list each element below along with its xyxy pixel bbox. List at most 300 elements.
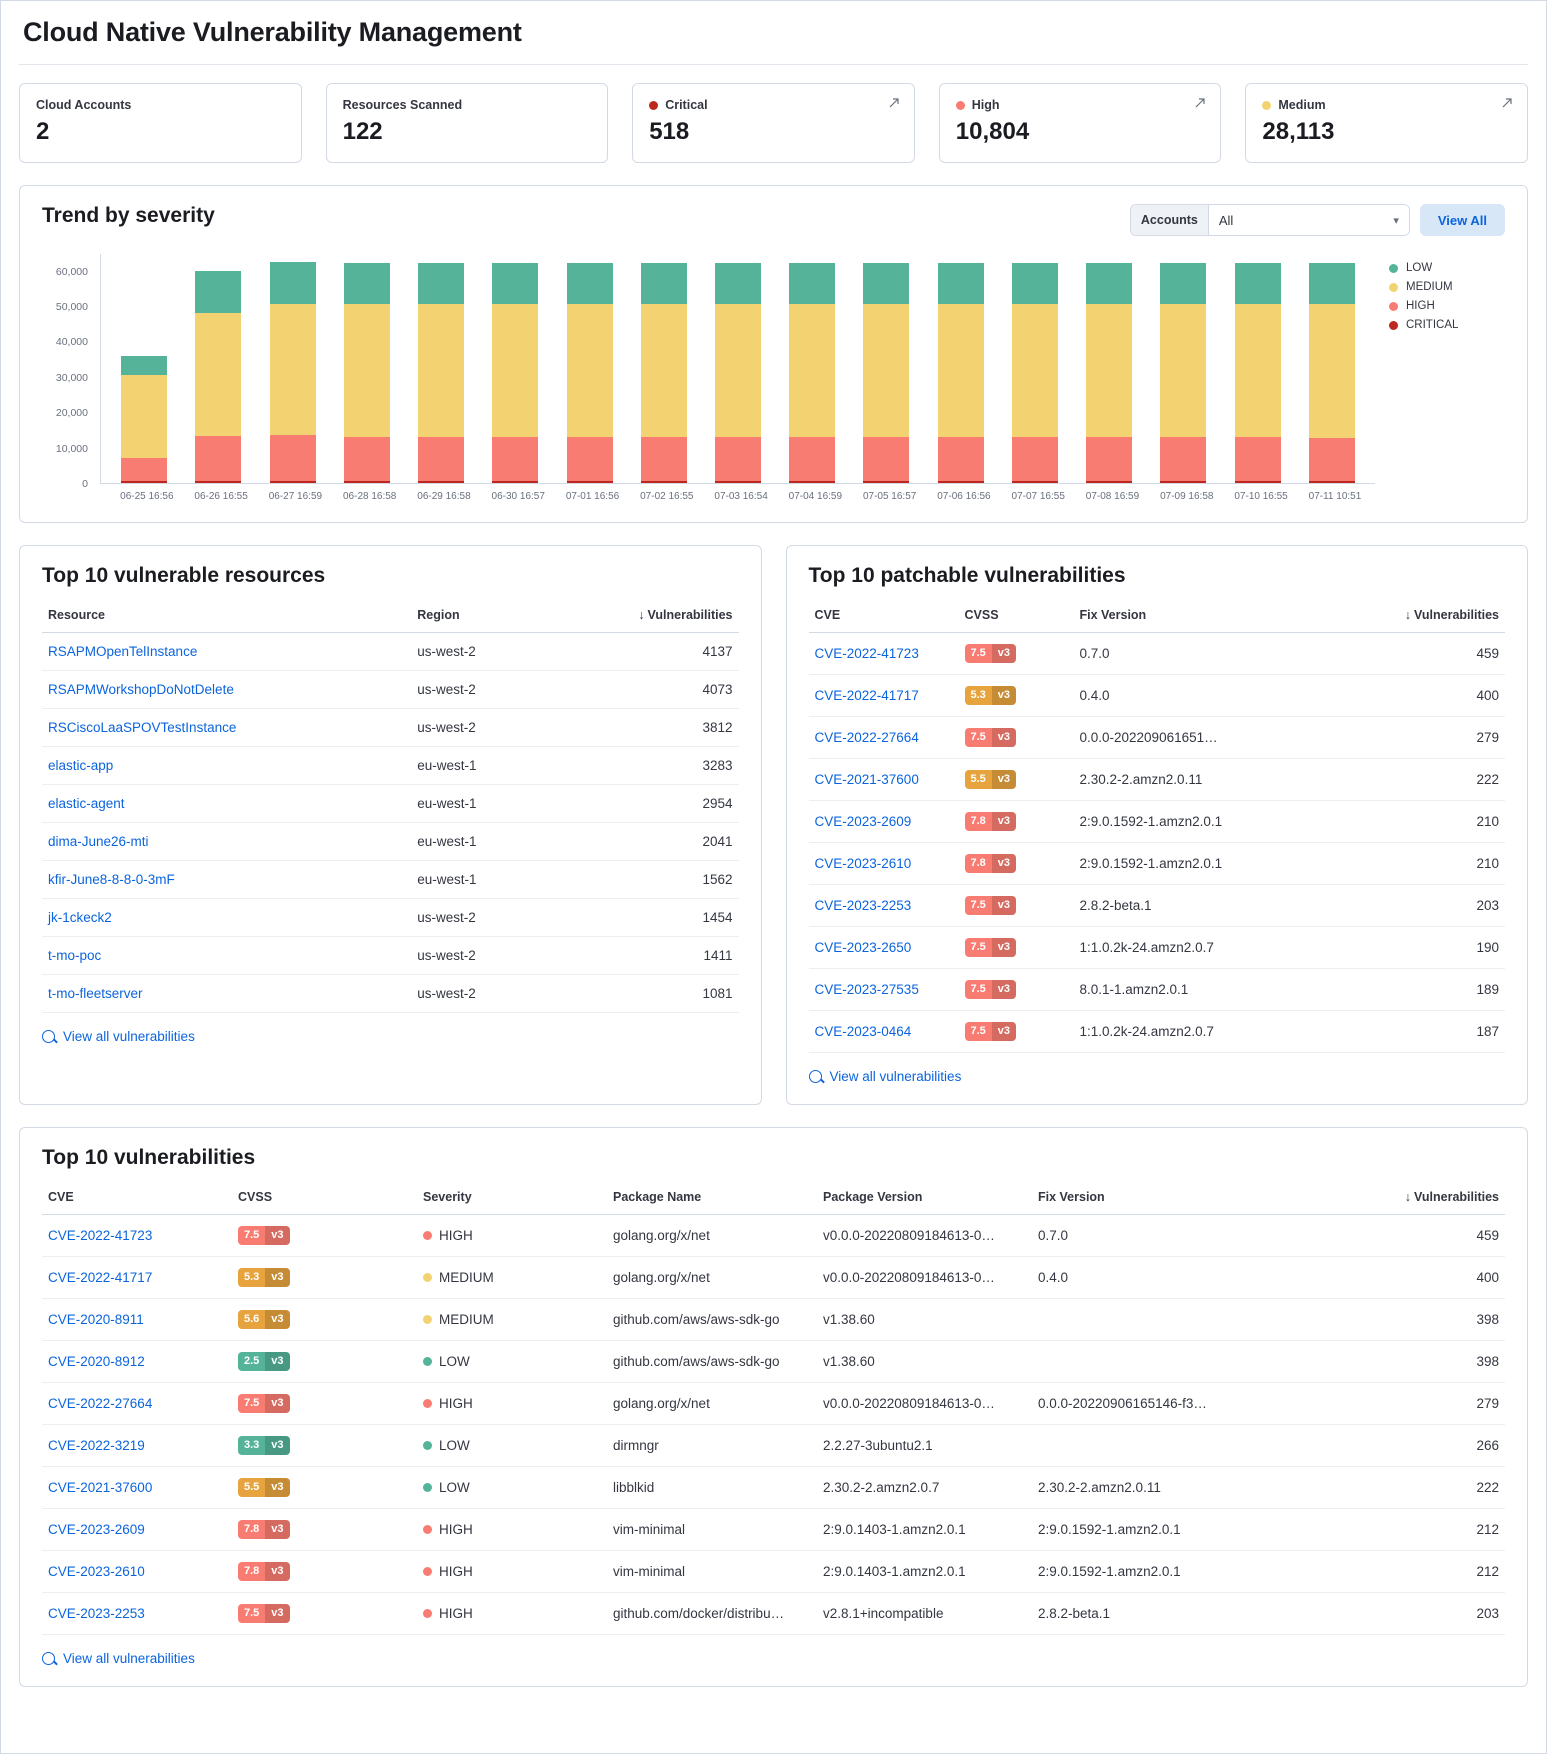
cve-link[interactable]: CVE-2023-2609: [48, 1522, 145, 1537]
severity-dot-icon: [423, 1315, 432, 1324]
cvss-cell: [959, 675, 1074, 717]
cvss-score: 2.5: [244, 1355, 260, 1367]
stat-label-text: High: [971, 98, 1000, 112]
bar-segment-critical: [344, 481, 390, 483]
cve-link[interactable]: CVE-2022-3219: [48, 1438, 145, 1453]
legend-dot-icon: [1389, 321, 1398, 330]
bar-group[interactable]: [121, 356, 167, 483]
top-resources-table: [42, 600, 739, 1013]
severity-label: HIGH: [439, 1606, 473, 1621]
bar-segment-high: [1309, 438, 1355, 482]
cve-link[interactable]: CVE-2020-8911: [48, 1312, 144, 1327]
legend-dot-icon: [1389, 264, 1398, 273]
x-axis-label: 07-10 16:55: [1234, 491, 1288, 502]
package-name-cell: golang.org/x/net: [607, 1383, 817, 1425]
severity-label: HIGH: [439, 1228, 473, 1243]
cvss-cell: [959, 633, 1074, 675]
cvss-score: 7.5: [970, 983, 986, 995]
resource-link[interactable]: elastic-agent: [48, 796, 125, 811]
col-package-name[interactable]: Package Name: [607, 1182, 817, 1215]
vulnerabilities-cell: 187: [1385, 1011, 1505, 1053]
region-cell: eu-west-1: [411, 785, 542, 823]
accounts-select[interactable]: [1209, 205, 1409, 235]
fix-version-cell: 2:9.0.1592-1.amzn2.0.1: [1074, 801, 1386, 843]
view-all-button[interactable]: View All: [1420, 204, 1505, 236]
cvss-cell: [232, 1257, 417, 1299]
vulnerabilities-cell: 266: [1252, 1425, 1505, 1467]
bar-segment-low: [938, 263, 984, 305]
legend-dot-icon: [1389, 302, 1398, 311]
sort-desc-icon: ↓: [1404, 608, 1412, 622]
region-cell: eu-west-1: [411, 823, 542, 861]
bar-segment-critical: [1235, 481, 1281, 483]
bar-segment-low: [715, 263, 761, 305]
table-row[interactable]: [42, 1551, 1505, 1593]
cve-link[interactable]: CVE-2023-2610: [48, 1564, 145, 1579]
region-cell: us-west-2: [411, 671, 542, 709]
stat-card-cloud-accounts: [19, 83, 302, 163]
y-axis: [42, 254, 94, 490]
vulnerabilities-cell: 398: [1252, 1299, 1505, 1341]
cvss-version: v3: [265, 1352, 289, 1371]
x-axis-label: 07-04 16:59: [788, 491, 843, 502]
table-row[interactable]: [42, 1299, 1505, 1341]
cve-link-cell: [809, 885, 959, 927]
x-axis-label: 07-11 10:51: [1308, 491, 1362, 502]
bar-segment-high: [938, 437, 984, 481]
bar-segment-medium: [863, 304, 909, 437]
table-row[interactable]: [809, 759, 1506, 801]
bar-group[interactable]: [1012, 263, 1058, 483]
expand-arrow-icon[interactable]: [1194, 96, 1206, 108]
bar-group[interactable]: [938, 263, 984, 483]
title-divider: [19, 64, 1528, 65]
cvss-badge: [238, 1478, 290, 1497]
cve-link[interactable]: CVE-2022-27664: [48, 1396, 153, 1411]
cve-link-cell: [42, 1467, 232, 1509]
cve-link-cell: [42, 1383, 232, 1425]
cve-link[interactable]: CVE-2020-8912: [48, 1354, 145, 1369]
table-row[interactable]: [42, 785, 739, 823]
fix-version-cell: 2:9.0.1592-1.amzn2.0.1: [1032, 1551, 1252, 1593]
legend-item-high[interactable]: [1389, 300, 1505, 312]
resource-link[interactable]: dima-June26-mti: [48, 834, 149, 849]
bar-segment-low: [641, 263, 687, 305]
cve-link[interactable]: CVE-2022-27664: [814, 730, 919, 745]
package-name-cell: vim-minimal: [607, 1551, 817, 1593]
bar-segment-low: [492, 263, 538, 305]
cve-link[interactable]: CVE-2021-37600: [48, 1480, 153, 1495]
cvss-score: 7.5: [970, 899, 986, 911]
x-axis-label: 06-29 16:58: [417, 491, 471, 502]
table-row[interactable]: [42, 975, 739, 1013]
table-row[interactable]: [809, 969, 1506, 1011]
bar-segment-medium: [195, 313, 241, 436]
vulnerabilities-cell: 222: [1385, 759, 1505, 801]
x-axis-label: 07-05 16:57: [862, 491, 917, 502]
cvss-badge: [965, 644, 1017, 663]
fix-version-cell: 2:9.0.1592-1.amzn2.0.1: [1074, 843, 1386, 885]
stat-value: 518: [649, 118, 690, 145]
col-vulnerabilities[interactable]: ↓ Vulnerabilities: [1252, 1182, 1505, 1215]
resource-link[interactable]: elastic-app: [48, 758, 114, 773]
table-row[interactable]: [809, 885, 1506, 927]
col-package-version[interactable]: Package Version: [817, 1182, 1032, 1215]
bar-group[interactable]: [1309, 263, 1355, 483]
severity-cell: [417, 1341, 607, 1383]
cvss-cell: [959, 801, 1074, 843]
cve-link-cell: [42, 1593, 232, 1635]
bar-segment-low: [418, 263, 464, 305]
severity-badge: [423, 1606, 601, 1621]
fix-version-cell: 2.8.2-beta.1: [1074, 885, 1386, 927]
chart-plot: [100, 254, 1375, 484]
table-row[interactable]: [809, 717, 1506, 759]
bar-segment-critical: [121, 481, 167, 483]
severity-badge: [423, 1564, 601, 1579]
fix-version-cell: 1:1.0.2k-24.amzn2.0.7: [1074, 927, 1386, 969]
fix-version-cell: 2.30.2-2.amzn2.0.11: [1032, 1467, 1252, 1509]
x-axis-label: 07-02 16:55: [640, 491, 694, 502]
stat-value: 2: [36, 118, 50, 145]
bar-segment-low: [1160, 263, 1206, 305]
severity-dot-icon: [956, 101, 965, 110]
expand-arrow-icon[interactable]: [1501, 96, 1513, 108]
table-row[interactable]: [42, 937, 739, 975]
severity-badge: [423, 1228, 601, 1243]
col-fix-version[interactable]: Fix Version: [1074, 600, 1386, 633]
bar-segment-medium: [1309, 304, 1355, 438]
vulnerabilities-cell: 1411: [543, 937, 739, 975]
vulnerabilities-cell: 459: [1252, 1215, 1505, 1257]
fix-version-cell: [1032, 1341, 1252, 1383]
bar-group[interactable]: [789, 263, 835, 483]
vulnerabilities-cell: 203: [1252, 1593, 1505, 1635]
cvss-cell: [959, 1011, 1074, 1053]
cvss-cell: [232, 1509, 417, 1551]
bar-group[interactable]: [641, 263, 687, 483]
table-row[interactable]: [42, 899, 739, 937]
cvss-score: 5.3: [244, 1271, 260, 1283]
vulnerabilities-cell: 190: [1385, 927, 1505, 969]
severity-dot-icon: [423, 1231, 432, 1240]
legend-label: LOW: [1406, 262, 1433, 274]
bar-group[interactable]: [195, 271, 241, 483]
cve-link-cell: [42, 1215, 232, 1257]
table-row[interactable]: [42, 861, 739, 899]
table-row[interactable]: [42, 709, 739, 747]
region-cell: us-west-2: [411, 975, 542, 1013]
cvss-version: v3: [265, 1436, 289, 1455]
cve-link[interactable]: CVE-2023-2610: [814, 856, 912, 871]
bar-segment-high: [1086, 437, 1132, 481]
cve-link[interactable]: CVE-2021-37600: [814, 772, 919, 787]
cvss-score: 7.5: [244, 1229, 260, 1241]
package-name-cell: vim-minimal: [607, 1509, 817, 1551]
cvss-score: 7.5: [970, 941, 986, 953]
stat-label-text: Cloud Accounts: [36, 98, 132, 112]
y-axis-tick: 50,000: [55, 301, 88, 314]
cvss-badge: [965, 1022, 1017, 1041]
bar-group[interactable]: [1235, 263, 1281, 483]
fix-version-cell: 2.8.2-beta.1: [1032, 1593, 1252, 1635]
vulnerabilities-cell: 3812: [543, 709, 739, 747]
col-fix-version[interactable]: Fix Version: [1032, 1182, 1252, 1215]
cvss-cell: [959, 969, 1074, 1011]
cvss-version: v3: [265, 1310, 289, 1329]
cvss-score: 7.8: [970, 815, 986, 827]
table-row[interactable]: [42, 1383, 1505, 1425]
col-resource[interactable]: Resource: [42, 600, 411, 633]
bar-segment-critical: [1309, 481, 1355, 483]
severity-dot-icon: [423, 1525, 432, 1534]
fix-version-cell: 1:1.0.2k-24.amzn2.0.7: [1074, 1011, 1386, 1053]
vulnerabilities-cell: 279: [1252, 1383, 1505, 1425]
x-axis-label: 06-25 16:56: [120, 491, 174, 502]
cvss-badge: [238, 1562, 290, 1581]
fix-version-cell: 0.7.0: [1032, 1215, 1252, 1257]
col-cvss[interactable]: CVSS: [232, 1182, 417, 1215]
stat-label-text: Medium: [1278, 98, 1326, 112]
bar-group[interactable]: [1086, 263, 1132, 483]
bar-group[interactable]: [863, 263, 909, 483]
table-row[interactable]: [809, 927, 1506, 969]
x-axis-label: 06-26 16:55: [194, 491, 248, 502]
bar-segment-medium: [1086, 304, 1132, 437]
resource-link[interactable]: t-mo-poc: [48, 948, 102, 963]
legend-dot-icon: [1389, 283, 1398, 292]
bar-segment-low: [1012, 263, 1058, 305]
table-row[interactable]: [42, 747, 739, 785]
stat-card-high[interactable]: [939, 83, 1222, 163]
bar-segment-low: [567, 263, 613, 305]
chart-legend: [1375, 254, 1505, 502]
bar-segment-medium: [1160, 304, 1206, 437]
cvss-cell: [232, 1383, 417, 1425]
cve-link[interactable]: CVE-2022-41723: [48, 1228, 153, 1243]
table-row[interactable]: [42, 1215, 1505, 1257]
stat-card-medium[interactable]: [1245, 83, 1528, 163]
cve-link-cell: [42, 1551, 232, 1593]
x-axis-label: 06-27 16:59: [268, 491, 323, 502]
cvss-cell: [232, 1299, 417, 1341]
vulnerabilities-cell: 398: [1252, 1341, 1505, 1383]
resource-link[interactable]: RSAPMWorkshopDoNotDelete: [48, 682, 234, 697]
cvss-cell: [959, 843, 1074, 885]
stat-value: 28,113: [1262, 118, 1335, 145]
trend-chart: [42, 254, 1505, 502]
cve-link[interactable]: CVE-2023-27535: [814, 982, 919, 997]
x-axis-label: 07-07 16:55: [1011, 491, 1065, 502]
bar-segment-high: [270, 435, 316, 481]
package-version-cell: 2:9.0.1403-1.amzn2.0.1: [817, 1551, 1032, 1593]
table-row[interactable]: [42, 1509, 1505, 1551]
legend-item-medium[interactable]: [1389, 281, 1505, 293]
cvss-cell: [959, 927, 1074, 969]
x-axis-label: 06-30 16:57: [491, 491, 545, 502]
resource-link[interactable]: jk-1ckeck2: [48, 910, 112, 925]
col-cve[interactable]: CVE: [809, 600, 959, 633]
vulnerabilities-view-all-link[interactable]: [42, 1651, 1505, 1666]
cvss-version: v3: [265, 1226, 289, 1245]
table-row[interactable]: [809, 843, 1506, 885]
table-row[interactable]: [809, 675, 1506, 717]
cve-link[interactable]: CVE-2023-2609: [814, 814, 912, 829]
package-name-cell: libblkid: [607, 1467, 817, 1509]
cvss-score: 5.6: [244, 1313, 260, 1325]
table-row[interactable]: [809, 801, 1506, 843]
col-severity[interactable]: Severity: [417, 1182, 607, 1215]
vulnerabilities-cell: 2954: [543, 785, 739, 823]
legend-item-low[interactable]: [1389, 262, 1505, 274]
bar-segment-high: [492, 437, 538, 481]
resources-view-all-link[interactable]: [42, 1029, 739, 1044]
bar-segment-critical: [567, 481, 613, 483]
cvss-badge: [238, 1352, 290, 1371]
severity-cell: [417, 1257, 607, 1299]
region-cell: us-west-2: [411, 709, 542, 747]
severity-badge: [423, 1522, 601, 1537]
cvss-cell: [959, 885, 1074, 927]
bar-group[interactable]: [270, 262, 316, 483]
trend-controls: [1130, 204, 1505, 236]
cvss-score: 5.5: [244, 1481, 260, 1493]
expand-arrow-icon[interactable]: [888, 96, 900, 108]
cve-link[interactable]: CVE-2023-2650: [814, 940, 912, 955]
cve-link-cell: [809, 759, 959, 801]
cvss-version: v3: [265, 1604, 289, 1623]
cve-link[interactable]: CVE-2022-41723: [814, 646, 919, 661]
legend-label: MEDIUM: [1406, 281, 1453, 293]
severity-dot-icon: [423, 1441, 432, 1450]
cve-link-cell: [809, 717, 959, 759]
bar-group[interactable]: [492, 263, 538, 483]
table-row[interactable]: [42, 823, 739, 861]
cve-link[interactable]: CVE-2022-41717: [48, 1270, 153, 1285]
package-name-cell: dirmngr: [607, 1425, 817, 1467]
bar-group[interactable]: [567, 263, 613, 483]
cve-link-cell: [809, 1011, 959, 1053]
cvss-version: v3: [265, 1394, 289, 1413]
col-cve[interactable]: CVE: [42, 1182, 232, 1215]
bar-segment-medium: [715, 304, 761, 437]
resource-link-cell: [42, 747, 411, 785]
top-patchable-table: [809, 600, 1506, 1053]
bar-segment-critical: [492, 481, 538, 483]
cvss-cell: [232, 1425, 417, 1467]
stat-card-critical[interactable]: [632, 83, 915, 163]
severity-dot-icon: [1262, 101, 1271, 110]
cvss-score: 7.5: [244, 1607, 260, 1619]
x-axis-label: 07-09 16:58: [1160, 491, 1214, 502]
bar-segment-medium: [641, 304, 687, 437]
cvss-score: 5.3: [970, 689, 986, 701]
table-row[interactable]: [42, 1425, 1505, 1467]
severity-cell: [417, 1215, 607, 1257]
trend-header: [42, 204, 1505, 236]
cvss-version: v3: [992, 854, 1016, 873]
severity-dot-icon: [423, 1357, 432, 1366]
severity-cell: [417, 1593, 607, 1635]
bar-segment-high: [344, 437, 390, 481]
table-row[interactable]: [42, 1341, 1505, 1383]
table-row[interactable]: [42, 633, 739, 671]
table-row[interactable]: [809, 633, 1506, 675]
severity-dot-icon: [423, 1567, 432, 1576]
region-cell: us-west-2: [411, 633, 542, 671]
table-row[interactable]: [42, 1467, 1505, 1509]
table-header-row: [809, 600, 1506, 633]
cvss-version: v3: [992, 896, 1016, 915]
bar-segment-low: [1309, 263, 1355, 304]
bar-segment-medium: [938, 304, 984, 437]
resource-link-cell: [42, 823, 411, 861]
bar-group[interactable]: [344, 263, 390, 483]
col-region[interactable]: Region: [411, 600, 542, 633]
cvss-score: 7.8: [244, 1565, 260, 1577]
cvss-cell: [232, 1593, 417, 1635]
sort-desc-icon: ↓: [638, 608, 645, 622]
bar-group[interactable]: [418, 263, 464, 483]
package-name-cell: github.com/docker/distribu…: [607, 1593, 817, 1635]
cve-link[interactable]: CVE-2023-0464: [814, 1024, 912, 1039]
table-row[interactable]: [42, 1257, 1505, 1299]
table-row[interactable]: [42, 1593, 1505, 1635]
patchable-view-all-label: View all vulnerabilities: [829, 1069, 962, 1084]
vulnerabilities-cell: 459: [1385, 633, 1505, 675]
vulnerabilities-cell: 400: [1252, 1257, 1505, 1299]
vulnerabilities-cell: 222: [1252, 1467, 1505, 1509]
fix-version-cell: [1032, 1425, 1252, 1467]
cvss-badge: [965, 728, 1017, 747]
stat-label: [36, 98, 285, 112]
col-cvss[interactable]: CVSS: [959, 600, 1074, 633]
fix-version-cell: 0.0.0-202209061651…: [1074, 717, 1386, 759]
table-row[interactable]: [809, 1011, 1506, 1053]
resource-link[interactable]: t-mo-fleetserver: [48, 986, 143, 1001]
vulnerabilities-cell: 212: [1252, 1551, 1505, 1593]
cve-link[interactable]: CVE-2023-2253: [814, 898, 912, 913]
resource-link[interactable]: RSAPMOpenTelInstance: [48, 644, 198, 659]
fix-version-cell: [1032, 1299, 1252, 1341]
resource-link[interactable]: RSCiscoLaaSPOVTestInstance: [48, 720, 237, 735]
package-name-cell: github.com/aws/aws-sdk-go: [607, 1299, 817, 1341]
cvss-badge: [965, 938, 1017, 957]
accounts-filter[interactable]: [1130, 204, 1410, 236]
bar-segment-medium: [789, 304, 835, 437]
cve-link[interactable]: CVE-2023-2253: [48, 1606, 145, 1621]
bar-segment-critical: [938, 481, 984, 483]
bar-group[interactable]: [1160, 263, 1206, 483]
col-vulnerabilities[interactable]: ↓ Vulnerabilities: [1385, 600, 1505, 633]
cve-link[interactable]: CVE-2022-41717: [814, 688, 919, 703]
resource-link[interactable]: kfir-June8-8-8-0-3mF: [48, 872, 175, 887]
legend-item-critical[interactable]: [1389, 319, 1505, 331]
package-version-cell: v1.38.60: [817, 1299, 1032, 1341]
bar-group[interactable]: [715, 263, 761, 483]
cvss-score: 7.5: [970, 647, 986, 659]
patchable-view-all-link[interactable]: [809, 1069, 1506, 1084]
cve-link-cell: [42, 1509, 232, 1551]
table-row[interactable]: [42, 671, 739, 709]
severity-label: HIGH: [439, 1564, 473, 1579]
package-version-cell: v2.8.1+incompatible: [817, 1593, 1032, 1635]
vulnerabilities-view-all-label: View all vulnerabilities: [63, 1651, 195, 1666]
top-patchable-panel: [786, 545, 1529, 1105]
search-icon: [42, 1652, 55, 1665]
col-vulnerabilities[interactable]: ↓ Vulnerabilities: [543, 600, 739, 633]
cvss-version: v3: [992, 812, 1016, 831]
